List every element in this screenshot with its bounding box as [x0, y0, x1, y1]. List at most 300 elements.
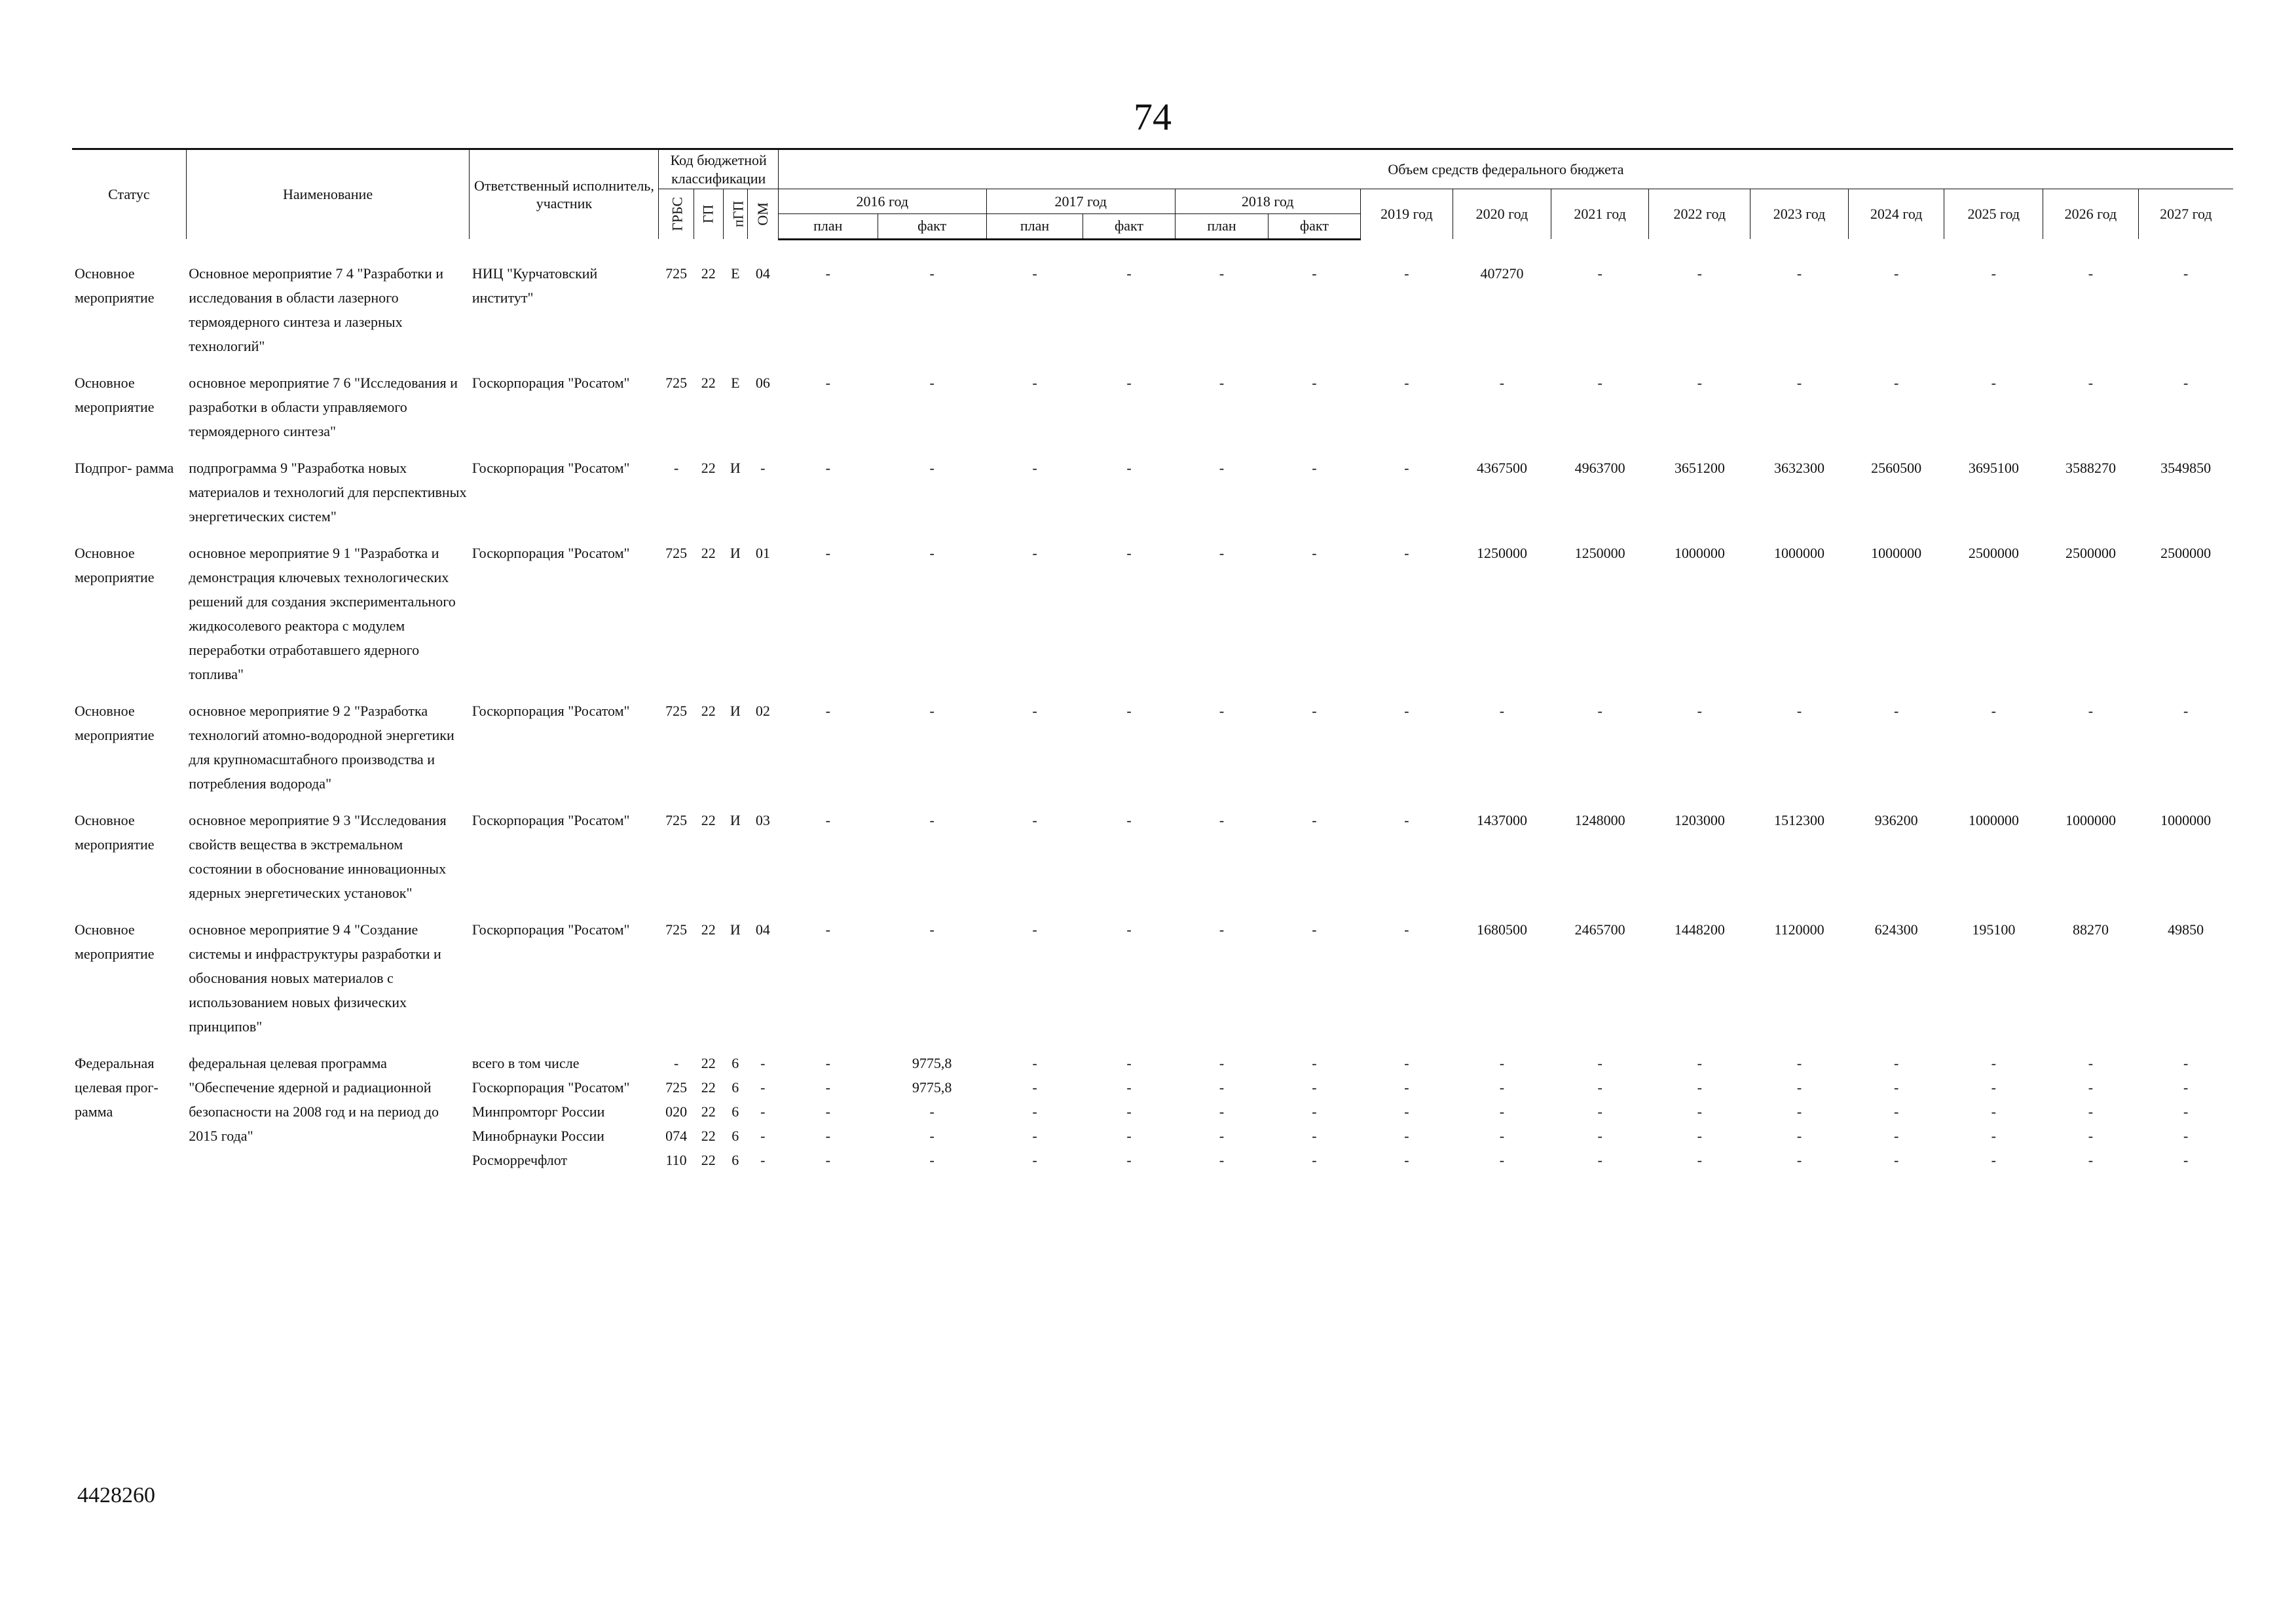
- value-cell: 2560500: [1871, 459, 1922, 476]
- header-year-2027: 2027 год: [2138, 189, 2233, 240]
- value-cell: -: [1499, 1127, 1505, 1144]
- value-cell: 1437000: [1476, 811, 1527, 828]
- value-cell: -: [1991, 702, 1996, 719]
- code-cell: 725: [665, 702, 688, 719]
- name-cell: Основное мероприятие 7 4 "Разработки и исследования в области лазерного термоядерного синтеза и лазерных технологий": [189, 265, 444, 354]
- value-cell: -: [1032, 265, 1037, 282]
- row-spacer: [72, 905, 2233, 917]
- value-cell: -: [825, 1127, 830, 1144]
- value-cell: -: [929, 459, 935, 476]
- value-cell: -: [1219, 459, 1225, 476]
- value-cell: 1000000: [1871, 544, 1922, 561]
- value-cell: -: [1697, 1054, 1702, 1071]
- value-cell: -: [1796, 1054, 1802, 1071]
- code-cell: 725: [665, 544, 688, 561]
- header-year-2025: 2025 год: [1944, 189, 2043, 240]
- value-cell: -: [1499, 1151, 1505, 1168]
- value-cell: -: [2183, 1079, 2189, 1096]
- header-year-2019: 2019 год: [1360, 189, 1453, 240]
- value-cell: -: [2183, 1151, 2189, 1168]
- value-cell: -: [2183, 374, 2189, 391]
- value-cell: 1000000: [2065, 811, 2116, 828]
- value-cell: 9775,8: [912, 1054, 952, 1071]
- executor-cell: Госкорпорация "Росатом": [472, 459, 630, 476]
- value-cell: 195100: [1972, 921, 2016, 938]
- value-cell: -: [1894, 1054, 1899, 1071]
- value-cell: -: [1697, 1079, 1702, 1096]
- value-cell: -: [2183, 1127, 2189, 1144]
- value-cell: -: [1796, 374, 1802, 391]
- value-cell: -: [1894, 702, 1899, 719]
- code-cell: 04: [755, 921, 770, 938]
- code-cell: -: [760, 1054, 766, 1071]
- executor-cell: Минобрнауки России: [472, 1127, 604, 1144]
- value-cell: -: [1032, 702, 1037, 719]
- value-cell: -: [1126, 811, 1132, 828]
- value-cell: -: [1404, 459, 1409, 476]
- table-row: [72, 917, 2233, 1039]
- code-cell: 22: [701, 374, 716, 391]
- value-cell: -: [1032, 811, 1037, 828]
- value-cell: -: [1697, 374, 1702, 391]
- value-cell: -: [1404, 544, 1409, 561]
- value-cell: 1250000: [1476, 544, 1527, 561]
- value-cell: -: [825, 1103, 830, 1120]
- code-cell: -: [760, 1127, 766, 1144]
- status-cell: Федеральная целевая прог- рамма: [75, 1054, 158, 1120]
- code-cell: -: [760, 1151, 766, 1168]
- value-cell: -: [825, 1151, 830, 1168]
- value-cell: -: [1991, 1127, 1996, 1144]
- value-cell: 1120000: [1774, 921, 1824, 938]
- value-cell: -: [1312, 1079, 1317, 1096]
- value-cell: -: [929, 1103, 935, 1120]
- row-spacer: [72, 796, 2233, 808]
- value-cell: 407270: [1480, 265, 1524, 282]
- value-cell: 2500000: [1968, 544, 2019, 561]
- value-cell: -: [2088, 1127, 2094, 1144]
- value-cell: -: [1312, 921, 1317, 938]
- table-row: [72, 371, 2233, 443]
- executor-cell: всего в том числе: [472, 1054, 580, 1071]
- value-cell: -: [1312, 1151, 1317, 1168]
- value-cell: 1448200: [1674, 921, 1725, 938]
- value-cell: -: [1032, 1151, 1037, 1168]
- value-cell: 49850: [2168, 921, 2204, 938]
- table-row: [72, 261, 2233, 358]
- document-code: 4428260: [77, 1483, 155, 1507]
- value-cell: -: [1894, 1151, 1899, 1168]
- code-cell: 110: [665, 1151, 687, 1168]
- value-cell: -: [1126, 1079, 1132, 1096]
- value-cell: -: [1894, 1127, 1899, 1144]
- code-cell: 22: [701, 1151, 716, 1168]
- code-cell: 04: [755, 265, 770, 282]
- code-cell: 22: [701, 1127, 716, 1144]
- code-cell: 020: [665, 1103, 688, 1120]
- header-year-2023: 2023 год: [1750, 189, 1849, 240]
- header-code-grbs: ГРБС: [659, 189, 694, 240]
- value-cell: -: [929, 811, 935, 828]
- value-cell: -: [1499, 702, 1505, 719]
- value-cell: -: [1697, 1151, 1702, 1168]
- value-cell: -: [1499, 1054, 1505, 1071]
- value-cell: -: [1991, 1054, 1996, 1071]
- value-cell: -: [1219, 265, 1225, 282]
- value-cell: -: [2088, 374, 2094, 391]
- code-cell: И: [730, 921, 741, 938]
- status-cell: Основное мероприятие: [75, 374, 155, 415]
- value-cell: -: [2183, 1103, 2189, 1120]
- executor-cell: НИЦ "Курчатовский институт": [472, 265, 598, 306]
- header-year-2016: 2016 год: [778, 189, 986, 214]
- name-cell: основное мероприятие 7 6 "Исследования и разработки в области управляемого термоядерного синтеза": [189, 374, 458, 439]
- page-number: 74: [1134, 96, 1172, 138]
- header-year-2020: 2020 год: [1453, 189, 1551, 240]
- value-cell: -: [1312, 1054, 1317, 1071]
- value-cell: 4367500: [1476, 459, 1527, 476]
- value-cell: 88270: [2072, 921, 2109, 938]
- value-cell: -: [1697, 265, 1702, 282]
- header-name: Наименование: [186, 149, 470, 240]
- row-spacer: [72, 686, 2233, 699]
- value-cell: 624300: [1874, 921, 1918, 938]
- code-cell: 6: [731, 1054, 739, 1071]
- value-cell: -: [1312, 1127, 1317, 1144]
- value-cell: -: [1032, 459, 1037, 476]
- table-row: [72, 699, 2233, 796]
- executor-cell: Госкорпорация "Росатом": [472, 921, 630, 938]
- value-cell: -: [1894, 1103, 1899, 1120]
- code-cell: 074: [665, 1127, 688, 1144]
- value-cell: -: [1597, 1127, 1602, 1144]
- header-fact-2018: факт: [1268, 213, 1360, 239]
- code-cell: И: [730, 811, 741, 828]
- value-cell: -: [1597, 374, 1602, 391]
- value-cell: -: [1032, 921, 1037, 938]
- row-spacer: [72, 1039, 2233, 1051]
- value-cell: -: [1404, 702, 1409, 719]
- value-cell: -: [825, 374, 830, 391]
- status-cell: Подпрог- рамма: [75, 459, 174, 476]
- value-cell: 3695100: [1968, 459, 2019, 476]
- value-cell: -: [1597, 702, 1602, 719]
- code-cell: 22: [701, 702, 716, 719]
- value-cell: -: [1697, 1103, 1702, 1120]
- value-cell: -: [1404, 1103, 1409, 1120]
- executor-cell: Госкорпорация "Росатом": [472, 374, 630, 391]
- value-cell: 1000000: [1774, 544, 1825, 561]
- value-cell: -: [1404, 1151, 1409, 1168]
- value-cell: 3588270: [2065, 459, 2116, 476]
- row-spacer: [72, 443, 2233, 456]
- value-cell: 1248000: [1574, 811, 1625, 828]
- header-plan-2016: план: [778, 213, 878, 239]
- value-cell: -: [1499, 374, 1505, 391]
- table-header: [72, 149, 2233, 240]
- value-cell: -: [1404, 265, 1409, 282]
- name-cell: основное мероприятие 9 4 "Создание системы и инфраструктуры разработки и обоснования новых материалов с использованием новых физических принципов": [189, 921, 441, 1035]
- value-cell: -: [2088, 1103, 2094, 1120]
- code-cell: И: [730, 459, 741, 476]
- table-body: [72, 239, 2233, 1172]
- value-cell: -: [1219, 1079, 1225, 1096]
- value-cell: -: [1312, 265, 1317, 282]
- value-cell: -: [2088, 1054, 2094, 1071]
- executor-cell: Госкорпорация "Росатом": [472, 811, 630, 828]
- code-cell: 06: [755, 374, 770, 391]
- value-cell: 3632300: [1774, 459, 1825, 476]
- code-cell: 22: [701, 265, 716, 282]
- code-cell: 725: [665, 265, 688, 282]
- value-cell: -: [1032, 1054, 1037, 1071]
- value-cell: 3651200: [1674, 459, 1725, 476]
- code-cell: 725: [665, 811, 688, 828]
- value-cell: 1203000: [1674, 811, 1725, 828]
- header-executor: Ответственный исполнитель, участник: [470, 149, 659, 240]
- value-cell: -: [1894, 374, 1899, 391]
- value-cell: -: [1312, 1103, 1317, 1120]
- value-cell: -: [1597, 265, 1602, 282]
- value-cell: 1250000: [1574, 544, 1625, 561]
- value-cell: -: [825, 811, 830, 828]
- value-cell: -: [2088, 1079, 2094, 1096]
- value-cell: -: [1404, 374, 1409, 391]
- value-cell: 1680500: [1476, 921, 1527, 938]
- value-cell: -: [825, 702, 830, 719]
- header-year-2022: 2022 год: [1649, 189, 1750, 240]
- code-cell: -: [760, 1103, 766, 1120]
- row-spacer-cell: [72, 905, 2233, 917]
- value-cell: -: [1219, 544, 1225, 561]
- code-cell: 725: [665, 1079, 688, 1096]
- value-cell: 2465700: [1574, 921, 1625, 938]
- name-cell: основное мероприятие 9 2 "Разработка технологий атомно-водородной энергетики для крупномасштабного производства и потребления водорода": [189, 702, 454, 792]
- value-cell: -: [929, 702, 935, 719]
- value-cell: -: [1312, 811, 1317, 828]
- value-cell: 1000000: [2160, 811, 2212, 828]
- row-spacer-cell: [72, 528, 2233, 541]
- budget-table: [72, 148, 2233, 1172]
- code-cell: 725: [665, 921, 688, 938]
- value-cell: -: [1404, 811, 1409, 828]
- row-spacer-cell: [72, 1039, 2233, 1051]
- executor-cell: Госкорпорация "Росатом": [472, 544, 630, 561]
- code-cell: Е: [731, 374, 740, 391]
- value-cell: -: [1032, 1103, 1037, 1120]
- code-cell: 22: [701, 459, 716, 476]
- executor-cell: Минпромторг России: [472, 1103, 605, 1120]
- code-cell: 22: [701, 921, 716, 938]
- value-cell: -: [1991, 1151, 1996, 1168]
- code-cell: Е: [731, 265, 740, 282]
- value-cell: 9775,8: [912, 1079, 952, 1096]
- value-cell: -: [1126, 1127, 1132, 1144]
- code-cell: 22: [701, 1079, 716, 1096]
- name-cell: федеральная целевая программа "Обеспечение ядерной и радиационной безопасности на 2008 год и на период до 2015 года": [189, 1054, 439, 1144]
- code-cell: 22: [701, 1103, 716, 1120]
- name-cell: основное мероприятие 9 1 "Разработка и демонстрация ключевых технологических решений для создания экспериментального жидкосолевого реактора с модулем переработки отработавшего ядерного топлива": [189, 544, 456, 682]
- row-spacer: [72, 239, 2233, 261]
- row-spacer: [72, 358, 2233, 371]
- value-cell: -: [1219, 374, 1225, 391]
- value-cell: -: [1404, 921, 1409, 938]
- value-cell: -: [2183, 1054, 2189, 1071]
- row-spacer-cell: [72, 796, 2233, 808]
- value-cell: -: [1991, 265, 1996, 282]
- value-cell: 936200: [1874, 811, 1918, 828]
- value-cell: -: [1032, 1079, 1037, 1096]
- value-cell: -: [1126, 1151, 1132, 1168]
- code-cell: -: [673, 1054, 679, 1071]
- value-cell: -: [2088, 265, 2094, 282]
- value-cell: -: [825, 265, 830, 282]
- value-cell: -: [929, 265, 935, 282]
- value-cell: -: [825, 1054, 830, 1071]
- executor-cell: Госкорпорация "Росатом": [472, 702, 630, 719]
- header-plan-2018: план: [1175, 213, 1268, 239]
- value-cell: -: [1404, 1127, 1409, 1144]
- federal-program-row: [72, 1051, 2233, 1075]
- code-cell: И: [730, 544, 741, 561]
- value-cell: -: [1032, 544, 1037, 561]
- value-cell: -: [1219, 702, 1225, 719]
- code-cell: -: [760, 459, 766, 476]
- value-cell: -: [2088, 1151, 2094, 1168]
- value-cell: -: [1312, 459, 1317, 476]
- value-cell: -: [1126, 374, 1132, 391]
- value-cell: -: [1219, 1054, 1225, 1071]
- value-cell: -: [1796, 702, 1802, 719]
- value-cell: 1000000: [1674, 544, 1725, 561]
- value-cell: -: [1796, 1127, 1802, 1144]
- header-fact-2016: факт: [878, 213, 986, 239]
- value-cell: -: [1499, 1103, 1505, 1120]
- value-cell: -: [1219, 811, 1225, 828]
- code-cell: 22: [701, 544, 716, 561]
- value-cell: -: [1219, 1127, 1225, 1144]
- value-cell: -: [1697, 702, 1702, 719]
- header-year-2026: 2026 год: [2043, 189, 2139, 240]
- status-cell: Основное мероприятие: [75, 702, 155, 743]
- code-cell: 6: [731, 1151, 739, 1168]
- value-cell: -: [1597, 1151, 1602, 1168]
- code-cell: 01: [755, 544, 770, 561]
- value-cell: -: [929, 1151, 935, 1168]
- header-status: Статус: [72, 149, 186, 240]
- table-row: [72, 808, 2233, 905]
- value-cell: -: [1796, 1151, 1802, 1168]
- value-cell: -: [1404, 1079, 1409, 1096]
- value-cell: -: [929, 1127, 935, 1144]
- value-cell: -: [929, 921, 935, 938]
- value-cell: 3549850: [2160, 459, 2212, 476]
- code-cell: 6: [731, 1127, 739, 1144]
- value-cell: -: [1796, 1079, 1802, 1096]
- status-cell: Основное мероприятие: [75, 265, 155, 306]
- code-cell: 22: [701, 1054, 716, 1071]
- header-code-om: ОМ: [747, 189, 778, 240]
- executor-cell: Госкорпорация "Росатом": [472, 1079, 630, 1096]
- value-cell: -: [825, 459, 830, 476]
- value-cell: -: [1597, 1079, 1602, 1096]
- header-code-gp: ГП: [694, 189, 723, 240]
- value-cell: -: [1597, 1054, 1602, 1071]
- value-cell: -: [825, 1079, 830, 1096]
- value-cell: -: [1126, 459, 1132, 476]
- value-cell: -: [1126, 1103, 1132, 1120]
- value-cell: -: [825, 544, 830, 561]
- value-cell: -: [2088, 702, 2094, 719]
- value-cell: -: [1032, 374, 1037, 391]
- header-plan-2017: план: [986, 213, 1083, 239]
- value-cell: -: [1991, 374, 1996, 391]
- value-cell: -: [1219, 1103, 1225, 1120]
- value-cell: -: [1597, 1103, 1602, 1120]
- executor-cell: Росморречфлот: [472, 1151, 568, 1168]
- row-spacer-cell: [72, 443, 2233, 456]
- row-spacer-cell: [72, 686, 2233, 699]
- value-cell: 2500000: [2160, 544, 2212, 561]
- value-cell: 4963700: [1574, 459, 1625, 476]
- value-cell: -: [1126, 921, 1132, 938]
- value-cell: -: [1312, 374, 1317, 391]
- header-code-group: Код бюджетной классификации: [659, 149, 778, 189]
- value-cell: -: [2183, 265, 2189, 282]
- value-cell: 2500000: [2065, 544, 2116, 561]
- header-code-pgp: пГП: [723, 189, 747, 240]
- name-cell: подпрограмма 9 "Разработка новых материалов и технологий для перспективных энергетических систем": [189, 459, 467, 525]
- code-cell: 6: [731, 1103, 739, 1120]
- value-cell: -: [1032, 1127, 1037, 1144]
- value-cell: 1512300: [1774, 811, 1825, 828]
- code-cell: 02: [755, 702, 770, 719]
- table-row: [72, 456, 2233, 528]
- code-cell: 725: [665, 374, 688, 391]
- code-cell: 22: [701, 811, 716, 828]
- code-cell: -: [673, 459, 679, 476]
- header-year-2018: 2018 год: [1175, 189, 1360, 214]
- value-cell: -: [1991, 1079, 1996, 1096]
- value-cell: -: [1312, 702, 1317, 719]
- name-cell: основное мероприятие 9 3 "Исследования свойств вещества в экстремальном состоянии в обоснование инновационных ядерных энергетических установок": [189, 811, 447, 901]
- value-cell: -: [1894, 265, 1899, 282]
- value-cell: -: [1796, 265, 1802, 282]
- code-cell: 03: [755, 811, 770, 828]
- value-cell: -: [1312, 544, 1317, 561]
- header-year-2021: 2021 год: [1551, 189, 1649, 240]
- code-cell: И: [730, 702, 741, 719]
- value-cell: -: [2183, 702, 2189, 719]
- value-cell: -: [1894, 1079, 1899, 1096]
- value-cell: -: [1126, 265, 1132, 282]
- code-cell: 6: [731, 1079, 739, 1096]
- value-cell: -: [1697, 1127, 1702, 1144]
- header-year-2017: 2017 год: [986, 189, 1175, 214]
- value-cell: -: [1991, 1103, 1996, 1120]
- header-fact-2017: факт: [1083, 213, 1175, 239]
- row-spacer-cell: [72, 358, 2233, 371]
- value-cell: -: [1126, 544, 1132, 561]
- value-cell: -: [1219, 1151, 1225, 1168]
- value-cell: -: [825, 921, 830, 938]
- value-cell: -: [1404, 1054, 1409, 1071]
- value-cell: -: [929, 544, 935, 561]
- value-cell: 1000000: [1968, 811, 2019, 828]
- status-cell: Основное мероприятие: [75, 544, 155, 585]
- row-spacer-cell: [72, 239, 2233, 261]
- header-year-2024: 2024 год: [1848, 189, 1944, 240]
